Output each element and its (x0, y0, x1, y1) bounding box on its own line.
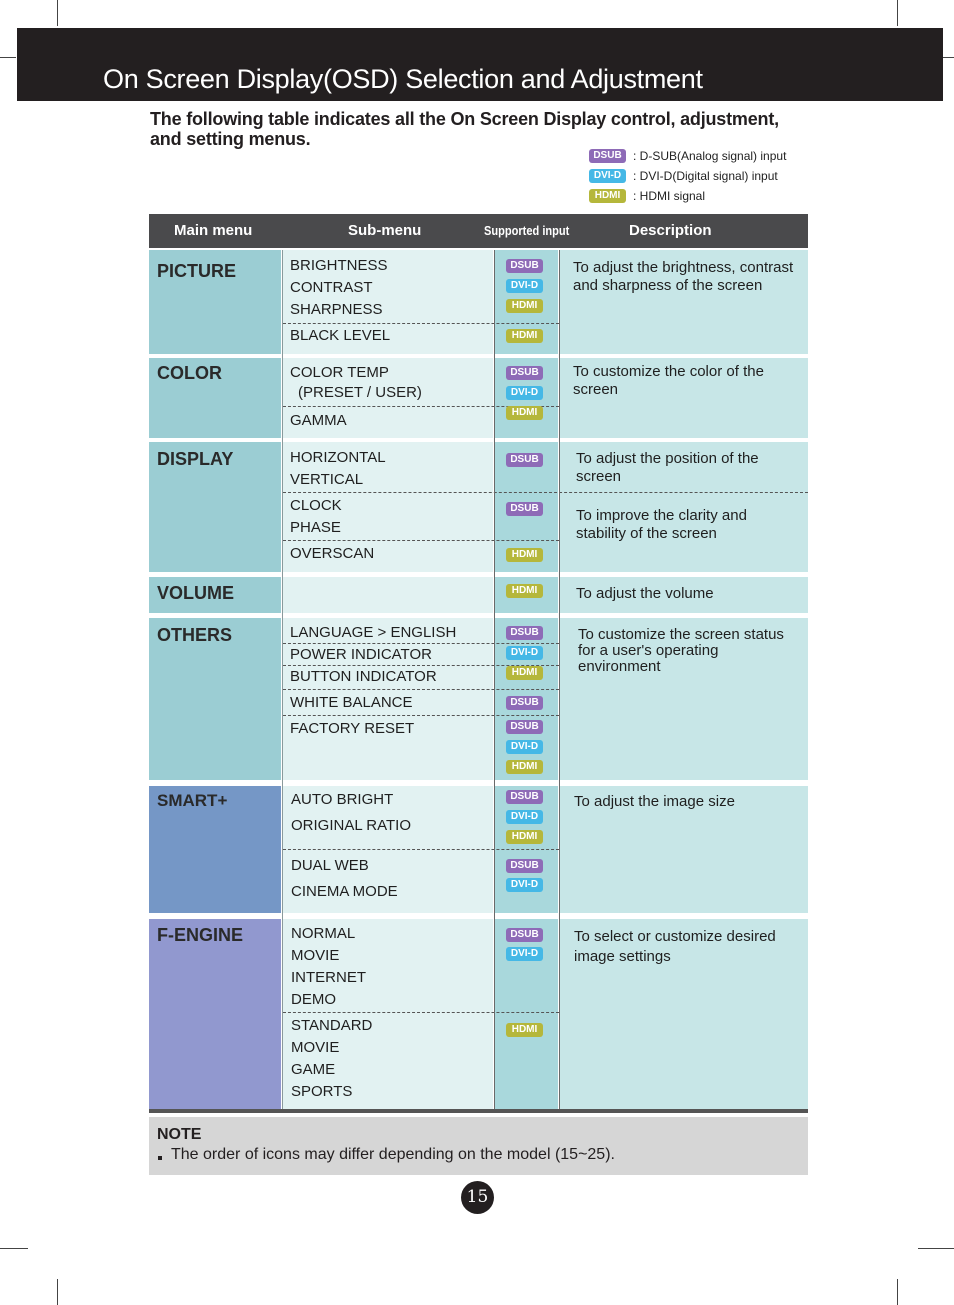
page-title: On Screen Display(OSD) Selection and Adjustment (103, 64, 703, 94)
column-divider (282, 250, 283, 1109)
legend-text: : HDMI signal (633, 189, 706, 203)
legend-text: : DVI-D(Digital signal) input (633, 169, 778, 183)
table-bottom-rule (149, 1109, 808, 1113)
dsub-badge: DSUB (506, 859, 543, 873)
crop-mark (0, 1248, 28, 1249)
main-menu-display: DISPLAY (157, 449, 234, 469)
row-divider (283, 1012, 559, 1013)
hdmi-badge: HDMI (589, 189, 626, 203)
sub-horizontal: HORIZONTAL (290, 449, 386, 466)
sub-movie: MOVIE (291, 947, 340, 964)
desc-display-position: To adjust the position of the screen (576, 450, 759, 485)
main-menu-volume: VOLUME (157, 583, 235, 603)
note-text: The order of icons may differ depending on the model (15~25). (171, 1146, 615, 1163)
dvid-badge: DVI-D (589, 169, 626, 183)
dsub-badge: DSUB (506, 696, 543, 710)
sub-original-ratio: ORIGINAL RATIO (291, 817, 412, 834)
sub-preset-user: (PRESET / USER) (298, 384, 422, 401)
hdmi-badge: HDMI (506, 548, 543, 562)
crop-mark (0, 57, 16, 58)
sub-cinema-mode: CINEMA MODE (291, 883, 398, 900)
dvid-badge: DVI-D (506, 947, 543, 961)
main-menu-others: OTHERS (157, 625, 233, 645)
column-divider (559, 250, 560, 1109)
desc-display-clarity: To improve the clarity and stability of the screen (576, 507, 747, 542)
legend-text: : D-SUB(Analog signal) input (633, 149, 787, 163)
sub-internet: INTERNET (291, 969, 366, 986)
desc-fengine: To select or customize desired image settings (574, 928, 776, 965)
header-supported-input: Supported input (484, 223, 570, 238)
dvid-badge: DVI-D (506, 878, 543, 892)
sub-vertical: VERTICAL (290, 471, 364, 488)
dsub-badge: DSUB (506, 928, 543, 942)
dsub-badge: DSUB (506, 626, 543, 640)
sub-sports: SPORTS (291, 1083, 353, 1100)
dvid-badge: DVI-D (506, 740, 543, 754)
hdmi-badge: HDMI (506, 666, 543, 680)
hdmi-badge: HDMI (506, 830, 543, 844)
sub-factory-reset: FACTORY RESET (290, 720, 415, 737)
sub-game: GAME (291, 1061, 336, 1078)
desc-color: To customize the color of the screen (573, 363, 764, 398)
hdmi-badge: HDMI (506, 406, 543, 420)
note-title: NOTE (157, 1126, 202, 1143)
column-divider (494, 250, 495, 1109)
page-number: 15 (461, 1181, 494, 1214)
sub-demo: DEMO (291, 991, 336, 1008)
main-cell (149, 919, 281, 1109)
row-divider (283, 643, 559, 644)
dvid-badge: DVI-D (506, 646, 543, 660)
sub-brightness: BRIGHTNESS (290, 257, 388, 274)
sub-phase: PHASE (290, 519, 341, 536)
desc-volume: To adjust the volume (576, 585, 714, 602)
bullet-icon (158, 1156, 162, 1160)
row-divider (283, 689, 559, 690)
sub-black-level: BLACK LEVEL (290, 327, 391, 344)
dsub-badge: DSUB (506, 453, 543, 467)
dvid-badge: DVI-D (506, 279, 543, 293)
sub-sharpness: SHARPNESS (290, 301, 383, 318)
row-divider (283, 849, 559, 850)
dsub-badge: DSUB (506, 502, 543, 516)
hdmi-badge: HDMI (506, 760, 543, 774)
hdmi-badge: HDMI (506, 299, 543, 313)
sub-button-indicator: BUTTON INDICATOR (290, 668, 437, 685)
crop-mark (897, 0, 898, 26)
header-main-menu: Main menu (174, 222, 253, 239)
sub-dual-web: DUAL WEB (291, 857, 369, 874)
sub-normal: NORMAL (291, 925, 356, 942)
hdmi-badge: HDMI (506, 329, 543, 343)
dvid-badge: DVI-D (506, 810, 543, 824)
dvid-badge: DVI-D (506, 386, 543, 400)
desc-smart: To adjust the image size (574, 793, 735, 810)
hdmi-badge: HDMI (506, 1023, 543, 1037)
hdmi-badge: HDMI (506, 584, 543, 598)
dsub-badge: DSUB (506, 790, 543, 804)
sub-contrast: CONTRAST (290, 279, 373, 296)
dsub-badge: DSUB (506, 366, 543, 380)
crop-mark (57, 1279, 58, 1305)
sub-language: LANGUAGE > ENGLISH (290, 624, 457, 641)
sub-clock: CLOCK (290, 497, 342, 514)
crop-mark (897, 1279, 898, 1305)
sub-cell (283, 577, 493, 613)
main-menu-fengine: F-ENGINE (157, 925, 244, 945)
crop-mark (57, 0, 58, 26)
sub-color-temp: COLOR TEMP (290, 364, 389, 381)
desc-others: To customize the screen status for a user's operating environment (578, 626, 784, 675)
dsub-badge: DSUB (506, 259, 543, 273)
sub-gamma: GAMMA (290, 412, 347, 429)
header-description: Description (629, 222, 712, 239)
main-menu-picture: PICTURE (157, 261, 237, 281)
sub-white-balance: WHITE BALANCE (290, 694, 413, 711)
intro-text: The following table indicates all the On Screen Display control, adjustment, and setting menus. (150, 109, 779, 149)
crop-mark (918, 1248, 954, 1249)
dsub-badge: DSUB (589, 149, 626, 163)
main-menu-smart: SMART+ (157, 791, 228, 810)
desc-picture: To adjust the brightness, contrast and sharpness of the screen (573, 259, 794, 294)
row-divider (283, 492, 808, 493)
row-divider (283, 715, 559, 716)
row-divider (283, 323, 559, 324)
main-menu-color: COLOR (157, 363, 222, 383)
sub-power-indicator: POWER INDICATOR (290, 646, 432, 663)
header-sub-menu: Sub-menu (348, 222, 422, 239)
sub-overscan: OVERSCAN (290, 545, 375, 562)
sub-standard: STANDARD (291, 1017, 373, 1034)
sub-auto-bright: AUTO BRIGHT (291, 791, 394, 808)
sub-movie-2: MOVIE (291, 1039, 340, 1056)
dsub-badge: DSUB (506, 720, 543, 734)
row-divider (283, 540, 559, 541)
